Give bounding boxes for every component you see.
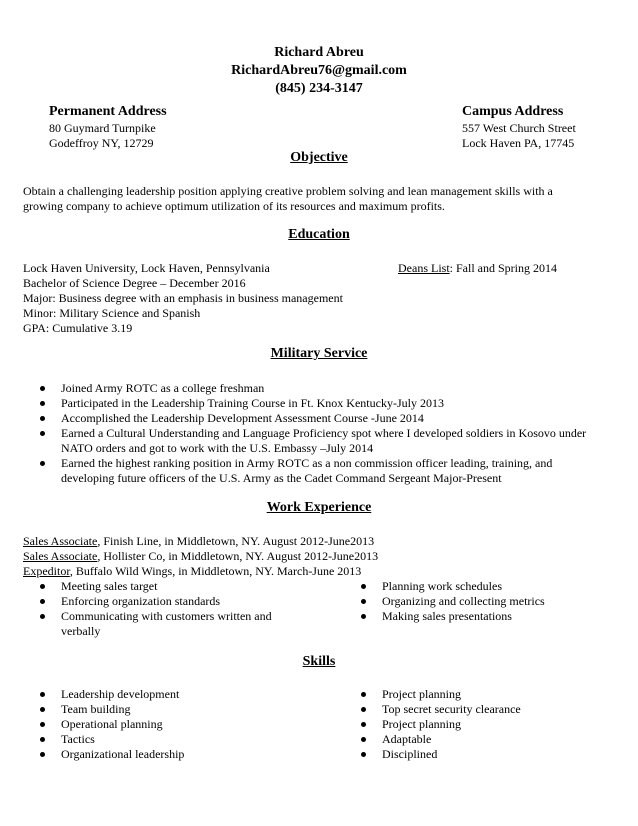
deans-list-value: : Fall and Spring 2014	[449, 261, 557, 275]
list-item: Team building	[23, 702, 184, 717]
list-item: Leadership development	[23, 687, 184, 702]
objective-line1: Obtain a challenging leadership position applying creative problem solving and lean management skills with a	[23, 184, 553, 198]
objective-line2: growing company to achieve optimum utilization of its resources and maximum profits.	[23, 199, 445, 213]
permanent-address	[49, 103, 167, 151]
list-item: Earned a Cultural Understanding and Language Proficiency spot where I developed soldiers in Kosovo under NATO orders and got to work with the U.S. Embassy –July 2014	[23, 426, 586, 456]
campus-address-line2: Lock Haven PA, 17745	[462, 136, 575, 150]
job-entry: Expeditor, Buffalo Wild Wings, in Middletown, NY. March-June 2013	[23, 564, 362, 578]
campus-address-title: Campus Address	[462, 104, 564, 119]
campus-address	[462, 103, 576, 151]
work-duties-left	[23, 579, 272, 639]
list-item: Disciplined	[344, 747, 521, 762]
list-item: Planning work schedules	[344, 579, 545, 594]
campus-address-line1: 557 West Church Street	[462, 121, 576, 135]
list-item: Organizational leadership	[23, 747, 184, 762]
list-item: Enforcing organization standards	[23, 594, 272, 609]
permanent-address-title: Permanent Address	[49, 104, 167, 119]
education-degree: Bachelor of Science Degree – December 2016	[23, 276, 246, 290]
objective-heading: Objective	[290, 150, 348, 165]
list-item: Meeting sales target	[23, 579, 272, 594]
permanent-address-line1: 80 Guymard Turnpike	[49, 121, 156, 135]
list-item: Joined Army ROTC as a college freshman	[23, 381, 586, 396]
education-heading: Education	[288, 227, 350, 242]
list-item: Operational planning	[23, 717, 184, 732]
list-item: Top secret security clearance	[344, 702, 521, 717]
skills-right	[344, 687, 521, 762]
job-entry: Sales Associate, Finish Line, in Middletown, NY. August 2012-June2013	[23, 534, 375, 548]
list-item: Tactics	[23, 732, 184, 747]
education-school: Lock Haven University, Lock Haven, Pennsylvania	[23, 261, 270, 275]
work-heading: Work Experience	[266, 500, 372, 515]
list-item: Communicating with customers written and verbally	[23, 609, 272, 639]
skills-left	[23, 687, 184, 762]
candidate-name: Richard Abreu	[274, 45, 364, 60]
list-item: Organizing and collecting metrics	[344, 594, 545, 609]
skills-heading: Skills	[302, 654, 336, 669]
education-major: Major: Business degree with an emphasis in business management	[23, 291, 343, 305]
list-item: Project planning	[344, 687, 521, 702]
education-minor: Minor: Military Science and Spanish	[23, 306, 201, 320]
list-item: Accomplished the Leadership Development Assessment Course -June 2014	[23, 411, 586, 426]
permanent-address-line2: Godeffroy NY, 12729	[49, 136, 154, 150]
deans-list-label: Deans List	[398, 261, 450, 275]
deans-list	[398, 261, 557, 276]
list-item: Earned the highest ranking position in Army ROTC as a non commission officer leading, training, and developing future officers of the U.S. Army as the Cadet Command Sergeant Major-Present	[23, 456, 586, 486]
work-duties-right	[344, 579, 545, 624]
list-item: Participated in the Leadership Training Course in Ft. Knox Kentucky-July 2013	[23, 396, 586, 411]
job-entry: Sales Associate, Hollister Co, in Middletown, NY. August 2012-June2013	[23, 549, 379, 563]
military-heading: Military Service	[270, 346, 368, 361]
list-item: Project planning	[344, 717, 521, 732]
education-gpa: GPA: Cumulative 3.19	[23, 321, 133, 335]
list-item: Adaptable	[344, 732, 521, 747]
candidate-phone: (845) 234-3147	[275, 81, 363, 96]
military-list	[23, 381, 586, 486]
list-item: Making sales presentations	[344, 609, 545, 624]
candidate-email: RichardAbreu76@gmail.com	[231, 63, 407, 78]
